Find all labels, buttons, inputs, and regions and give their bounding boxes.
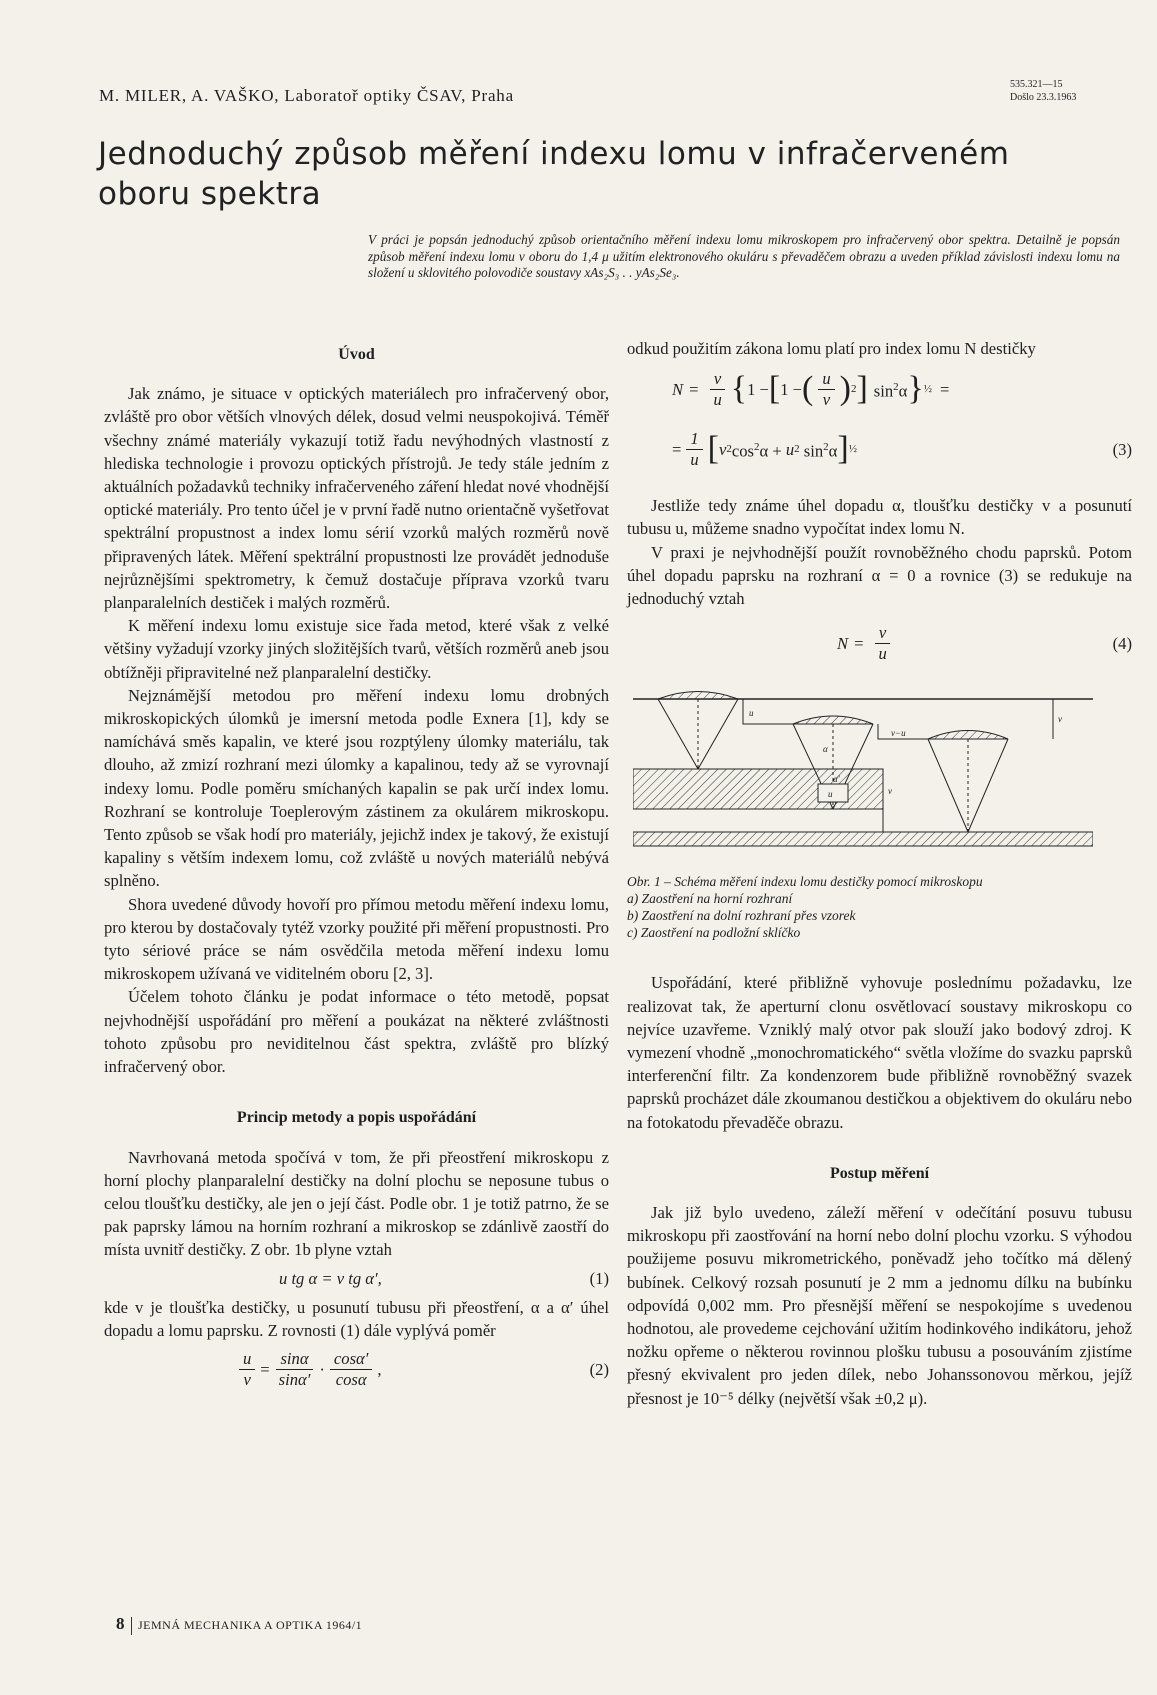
svg-text:v−u: v−u — [891, 728, 906, 739]
svg-text:α: α — [823, 744, 828, 755]
svg-text:α′: α′ — [833, 774, 840, 785]
paragraph: Jak již bylo uvedeno, záleží měření v odečítání posuvu tubusu mikroskopu při zaostřování na horní nebo dolní plochu vzorku. S výhodou použijeme posuvu mikrometrického, poněvadž jeho točítko má dělený bubínek. Celkový rozsah posunutí je 2 mm a jednomu dílku na bubínku odpovídá 0,002 mm. Pro přesnější měření se nespokojíme s uvedenou hodnotou, ale provedeme cejchování užitím hodinkového indikátoru, jehož nožku opřeme o některou rovinnou plošku tubusu a posouváním zjistíme přesný ekvivalent pro jeden dílek, nebo Johanssonovou měrkou, jejíž přesnost je 10⁻⁵ délky (největší však ±0,2 μ). — [627, 1203, 1132, 1408]
equation-4: N = $\frac{v}{u}$ (4) — [837, 622, 1132, 663]
left-column — [104, 343, 609, 1398]
caption-item: c) Zaostření na podložní sklíčko — [627, 925, 801, 941]
paragraph: Nejznámější metodou pro měření indexu lomu drobných mikroskopických úlomků je imersní metoda podle Exnera [1], kdy se namíchává směs kapalin, ve které jsou rozptýleny úlomky materiálu, tak dlouho, až zmizí rozhraní mezi úlomky a kapalinou, tedy až se vyrovnají indexy lomu. Podle poměru smíchaných kapalin se pak určí index lomu. Rozhraní se kontroluje Toeplerovým zástinem za okulárem mikroskopu. Tento způsob se však hodí pro materiály, jejichž index je takový, že existují kapaliny s větším indexem lomu, což zvláště u nových materiálů nebývá splněno. — [104, 685, 609, 891]
paragraph: odkud použitím zákona lomu platí pro index lomu N destičky — [627, 339, 1036, 358]
equation-2: $\frac{u}{v}$ = $\frac{\sin\alpha}{\sin\alpha'}$ · $\frac{\cos\alpha'}{\cos\alpha}$ , (2) — [104, 1342, 609, 1398]
section-heading-procedure: Postup měření — [829, 1164, 930, 1182]
journal-name: JEMNÁ MECHANIKA A OPTIKA 1964/1 — [138, 1618, 363, 1632]
paragraph: K měření indexu lomu existuje sice řada metod, které však z velké většiny vyžadují vzorky jiných složitějších tvarů, větších rozměrů aneb jsou obtížněji připravitelné než planparalelní destičky. — [104, 616, 609, 682]
page-number: 8 — [116, 1614, 125, 1633]
paragraph: kde v je tloušťka destičky, u posunutí tubusu při přeostření, α a α′ úhel dopadu a lomu paprsku. Z rovnosti (1) dále vyplývá poměr — [104, 1297, 609, 1340]
equation-3b: = $\frac{1}{u}$ [ v 2 $\cos^2\alpha$ + u 2 $\sin^2\alpha$ ] ½ (3) — [672, 428, 1132, 469]
equation-number: (1) — [589, 1268, 609, 1288]
equation-1-body: u tg α = v tg α′, — [279, 1268, 382, 1288]
abstract: V práci je popsán jednoduchý způsob orientačního měření indexu lomu mikroskopem pro infračervený obor spektra. Detailně je popsán způsob měření indexu lomu v oboru do 1,4 μ užitím elektronového okuláru s převaděčem obrazu a uveden příklad závislosti indexu lomu na složení u sklovitého polovodiče soustavy xAs₂S₃ . . yAs₂Se₃. — [368, 232, 1120, 280]
caption-item: a) Zaostření na horní rozhraní — [627, 891, 793, 907]
paragraph: Navrhovaná metoda spočívá v tom, že při přeostření mikroskopu z horní plochy planparalelní destičky na dolní plochu se neposune tubus o celou tloušťku destičky, ale jen o její část. Podle obr. 1 je totiž patrno, že se pak paprsky lámou na horním rozhraní a mikroskop se zdánlivě zaostří do místa uvnitř destičky. Z obr. 1b plyne vztah — [104, 1147, 609, 1260]
equation-number: (2) — [589, 1360, 609, 1380]
equation-1 — [104, 1262, 609, 1296]
svg-text:v: v — [1058, 714, 1062, 725]
paragraph: Jak známo, je situace v optických materiálech pro infračervený obor, zvláště pro obor větších vlnových délek, dosud velmi neuspokojivá. Téměř všechny známé materiály vykazují totiž řadu nevýhodných vlastností z hlediska technologie i provozu optických přístrojů. Je tedy stále jedním z aktuálních požadavků techniky infračerveného záření hledat nové vhodnější optické materiály. Pro tento účel je v první řadě nutno orientačně vyšetřovat spektrální propustnost a index lomu sérií vzorků malých rozměrů nově připravených látek. Měření spektrální propustnosti lze provádět jednoduše nejrůznějšími spektrometry, k čemuž dostačuje příprava vzorků tvaru planparalelních destiček i malých rozměrů. — [104, 384, 609, 613]
udc-code: 535.321—15 — [1010, 79, 1063, 90]
paragraph: V praxi je nejvhodnější použít rovnoběžného chodu paprsků. Potom úhel dopadu paprsku na rozhraní α = 0 a rovnice (3) se redukuje na jednoduchý vztah — [627, 542, 1132, 609]
caption-item: b) Zaostření na dolní rozhraní přes vzorek — [627, 908, 856, 924]
authors-line: M. MILER, A. VAŠKO, Laboratoř optiky ČSAV, Praha — [99, 86, 514, 105]
paragraph: Jestliže tedy známe úhel dopadu α, tloušťku destičky v a posunutí tubusu u, můžeme snadno vypočítat index lomu N. — [627, 496, 1132, 539]
article-meta — [1010, 78, 1076, 104]
figure-1-schematic — [633, 684, 1093, 859]
paragraph: Shora uvedené důvody hovoří pro přímou metodu měření indexu lomu, pro kterou by dostačovaly tytéž vzorky použité při měření propustnosti. Pro tyto sériové práce se nám osvědčila metoda měření indexu lomu mikroskopem užívaná ve viditelném oboru [2, 3]. — [104, 894, 609, 984]
section-heading-intro: Úvod — [338, 346, 375, 363]
equation-number: (4) — [1112, 633, 1132, 653]
right-column — [627, 337, 1132, 1410]
paragraph: Uspořádání, které přibližně vyhovuje poslednímu požadavku, lze realizovat tak, že aperturní clonu osvětlovací soustavy mikroskopu co nejvíce uzavřeme. Vzniklý malý otvor pak slouží jako bodový zdroj. K vymezení vhodně „monochromatického“ světla vložíme do svazku paprsků interferenční filtr. Za kondenzorem bude přibližně rovnoběžný svazek paprsků procházet dále zkoumanou destičkou a objektivem do okuláru nebo na fotokatodu převaděče obrazu. — [627, 973, 1132, 1132]
section-heading-method: Princip metody a popis uspořádání — [236, 1109, 477, 1127]
svg-text:v: v — [888, 786, 892, 797]
page-footer — [116, 1614, 362, 1635]
svg-text:u: u — [749, 708, 754, 719]
equation-3a: N = $\frac{v}{u}$ { 1 − [ 1 − ( $\frac{u}{v}$ ) 2 ] $\sin^2\alpha$ } ½ = — [672, 368, 950, 409]
article-title: Jednoduchý způsob měření indexu lomu v infračerveném oboru spektra — [98, 136, 1010, 212]
svg-text:u: u — [828, 789, 833, 800]
equation-number: (3) — [1112, 439, 1132, 459]
received-date: Došlo 23.3.1963 — [1010, 92, 1077, 103]
caption-title: Obr. 1 – Schéma měření indexu lomu destičky pomocí mikroskopu — [627, 874, 983, 890]
paragraph: Účelem tohoto článku je podat informace o této metodě, popsat nejvhodnější uspořádání pro měření a poukázat na některé zvláštnosti tohoto způsobu pro neviditelnou část spektra, zvláště pro blízký infračervený obor. — [104, 987, 609, 1077]
figure-caption — [627, 873, 1132, 941]
